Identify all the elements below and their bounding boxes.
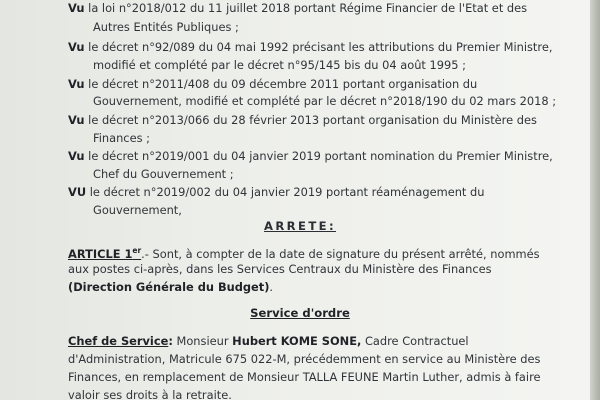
article-1-line-3: (Direction Générale du Budget). [68, 280, 274, 294]
visa-5-line-1: Vu le décret n°2019/001 du 04 janvier 2019 portant nomination du Premier Ministre, [68, 149, 553, 163]
visa-2-line-2: modifié et complété par le décret n°95/145 bis du 04 août 1995 ; [93, 58, 466, 72]
appointment-line-4: valoir ses droits à la retraite. [68, 388, 232, 400]
appointment-line-1: Chef de Service: Monsieur Hubert KOME SONE, Cadre Contractuel [68, 334, 469, 348]
article-1-line-1: ARTICLE 1er.- Sont, à compter de la date de signature du présent arrêté, nommés [68, 246, 540, 261]
appointment-line-3: Finances, en remplacement de Monsieur TALLA FEUNE Martin Luther, admis à faire [68, 370, 541, 384]
visa-1-line-2: Autres Entités Publiques ; [93, 20, 239, 34]
visa-6-line-1: VU le décret n°2019/002 du 04 janvier 2019 portant réaménagement du [68, 185, 485, 199]
visa-1-line-1: Vu la loi n°2018/012 du 11 juillet 2018 portant Régime Financier de l'Etat et des [68, 1, 528, 15]
role-label: Chef de Service [68, 334, 169, 348]
section-title: Service d'ordre [250, 306, 350, 320]
visa-4-line-2: Finances ; [93, 131, 150, 145]
article-label: ARTICLE 1er [68, 246, 142, 261]
visa-5-line-2: Chef du Gouvernement ; [93, 167, 234, 181]
visa-6-line-2: Gouvernement, [93, 203, 182, 217]
visa-3-line-1: Vu le décret n°2011/408 du 09 décembre 2011 portant organisation du [68, 77, 478, 91]
appointee-name: Hubert KOME SONE, [232, 334, 362, 348]
visa-2-line-1: Vu le décret n°92/089 du 04 mai 1992 précisant les attributions du Premier Ministre, [68, 40, 553, 54]
visa-4-line-1: Vu le décret n°2013/066 du 28 février 2013 portant organisation du Ministère des [68, 113, 537, 127]
appointment-line-2: d'Administration, Matricule 675 022-M, précédemment en service au Ministère des [68, 352, 541, 366]
article-1-line-2: aux postes ci-après, dans les Services Centraux du Ministère des Finances [68, 262, 492, 276]
arrete-heading: ARRETE: [263, 219, 336, 233]
visa-3-line-2: Gouvernement, modifié et complété par le décret n°2018/190 du 02 mars 2018 ; [93, 94, 557, 108]
page-edge-shadow [590, 0, 600, 400]
